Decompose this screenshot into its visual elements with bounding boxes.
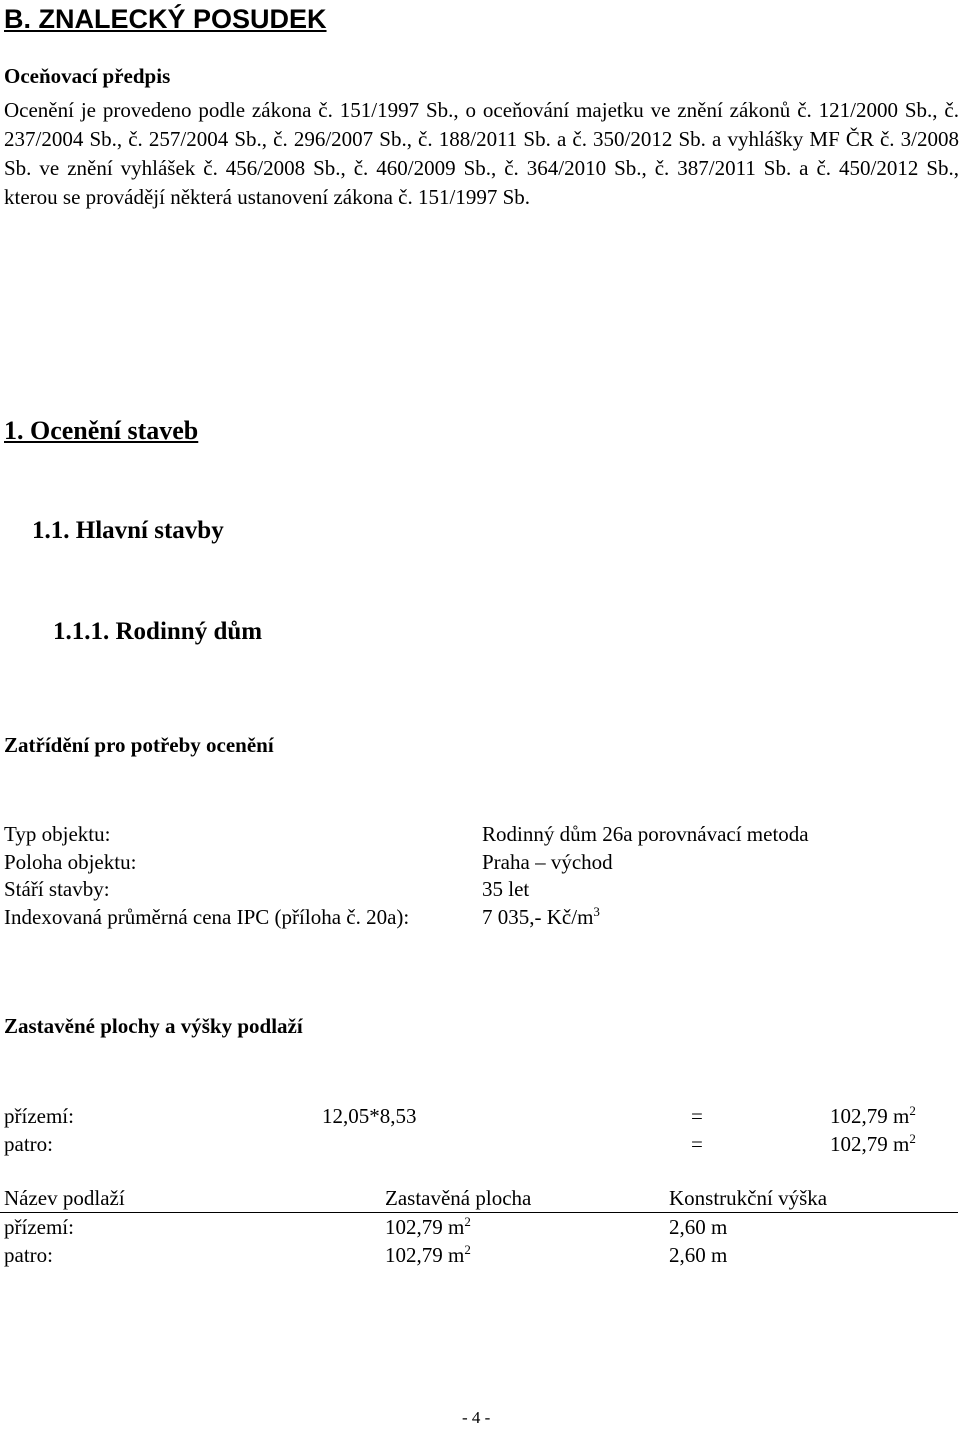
document-title: B. ZNALECKÝ POSUDEK [4, 4, 327, 34]
classification-value-ipc [482, 905, 600, 930]
table-header-area: Zastavěná plocha [385, 1186, 532, 1210]
areas-eq-ground: = [691, 1104, 703, 1128]
classification-label-location: Poloha objektu: [4, 850, 137, 874]
table-header-height: Konstrukční výška [669, 1186, 828, 1210]
table-header-name: Název podlaží [4, 1186, 125, 1210]
classification-value-type-method: 26a porovnávací metoda [602, 822, 809, 846]
heading-family-house: 1.1.1. Rodinný dům [53, 618, 263, 645]
classification-value-age: 35 let [482, 877, 530, 901]
table-row-floor-area-exp: 2 [464, 1242, 471, 1257]
ipc-value-text: 7 035,- Kč/m [482, 905, 594, 929]
valuation-heading: Oceňovací předpis [4, 64, 171, 88]
classification-label-type: Typ objektu: [4, 822, 111, 846]
table-row-floor-area-text: 102,79 m [385, 1243, 465, 1267]
heading-main-buildings: 1.1. Hlavní stavby [32, 517, 224, 544]
areas-label-ground: přízemí: [4, 1104, 74, 1128]
areas-result-floor-exp: 2 [909, 1131, 916, 1146]
table-row-ground-height: 2,60 m [669, 1215, 728, 1239]
table-row-ground-area-exp: 2 [464, 1214, 471, 1229]
classification-value-type-main: Rodinný dům [482, 822, 603, 846]
areas-eq-floor: = [691, 1132, 703, 1156]
areas-result-ground [830, 1104, 916, 1129]
valuation-paragraph: Ocenění je provedeno podle zákona č. 151/1997 Sb., o oceňování majetku ve znění zákonů č. 121/2000 Sb., č. 237/2004 Sb., č. 257/2004 Sb., č. 296/2007 Sb., č. 188/2011 Sb. a č. 350/2012 Sb. a vyhlášky MF ČR č. 3/2008 Sb. ve znění vyhlášek č. 456/2008 Sb., č. 460/2009 Sb., č. 364/2010 Sb., č. 387/2011 Sb. a č. 450/2012 Sb., kterou se provádějí některá ustanovení zákona č. 151/1997 Sb. [4, 98, 959, 209]
classification-value-location: Praha – východ [482, 850, 613, 874]
classification-heading: Zatřídění pro potřeby ocenění [4, 733, 274, 757]
table-header-rule [0, 1212, 958, 1213]
areas-formula-ground: 12,05*8,53 [322, 1104, 417, 1128]
areas-result-floor [830, 1132, 916, 1157]
classification-label-ipc: Indexovaná průměrná cena IPC (příloha č. 20a): [4, 905, 410, 929]
page-number: - 4 - [462, 1408, 491, 1427]
table-row-floor-name: patro: [4, 1243, 53, 1267]
classification-value-type [482, 822, 809, 847]
areas-result-ground-text: 102,79 m [830, 1104, 910, 1128]
table-row-ground-area-text: 102,79 m [385, 1215, 465, 1239]
classification-label-age: Stáří stavby: [4, 877, 110, 901]
areas-label-floor: patro: [4, 1132, 53, 1156]
ipc-unit-exponent: 3 [593, 904, 600, 919]
areas-result-floor-text: 102,79 m [830, 1132, 910, 1156]
table-row-floor-area [385, 1243, 471, 1268]
table-row-ground-area [385, 1215, 471, 1240]
areas-result-ground-exp: 2 [909, 1103, 916, 1118]
areas-heading: Zastavěné plochy a výšky podlaží [4, 1014, 303, 1038]
table-row-ground-name: přízemí: [4, 1215, 74, 1239]
table-row-floor-height: 2,60 m [669, 1243, 728, 1267]
heading-buildings-valuation: 1. Ocenění staveb [4, 416, 199, 445]
